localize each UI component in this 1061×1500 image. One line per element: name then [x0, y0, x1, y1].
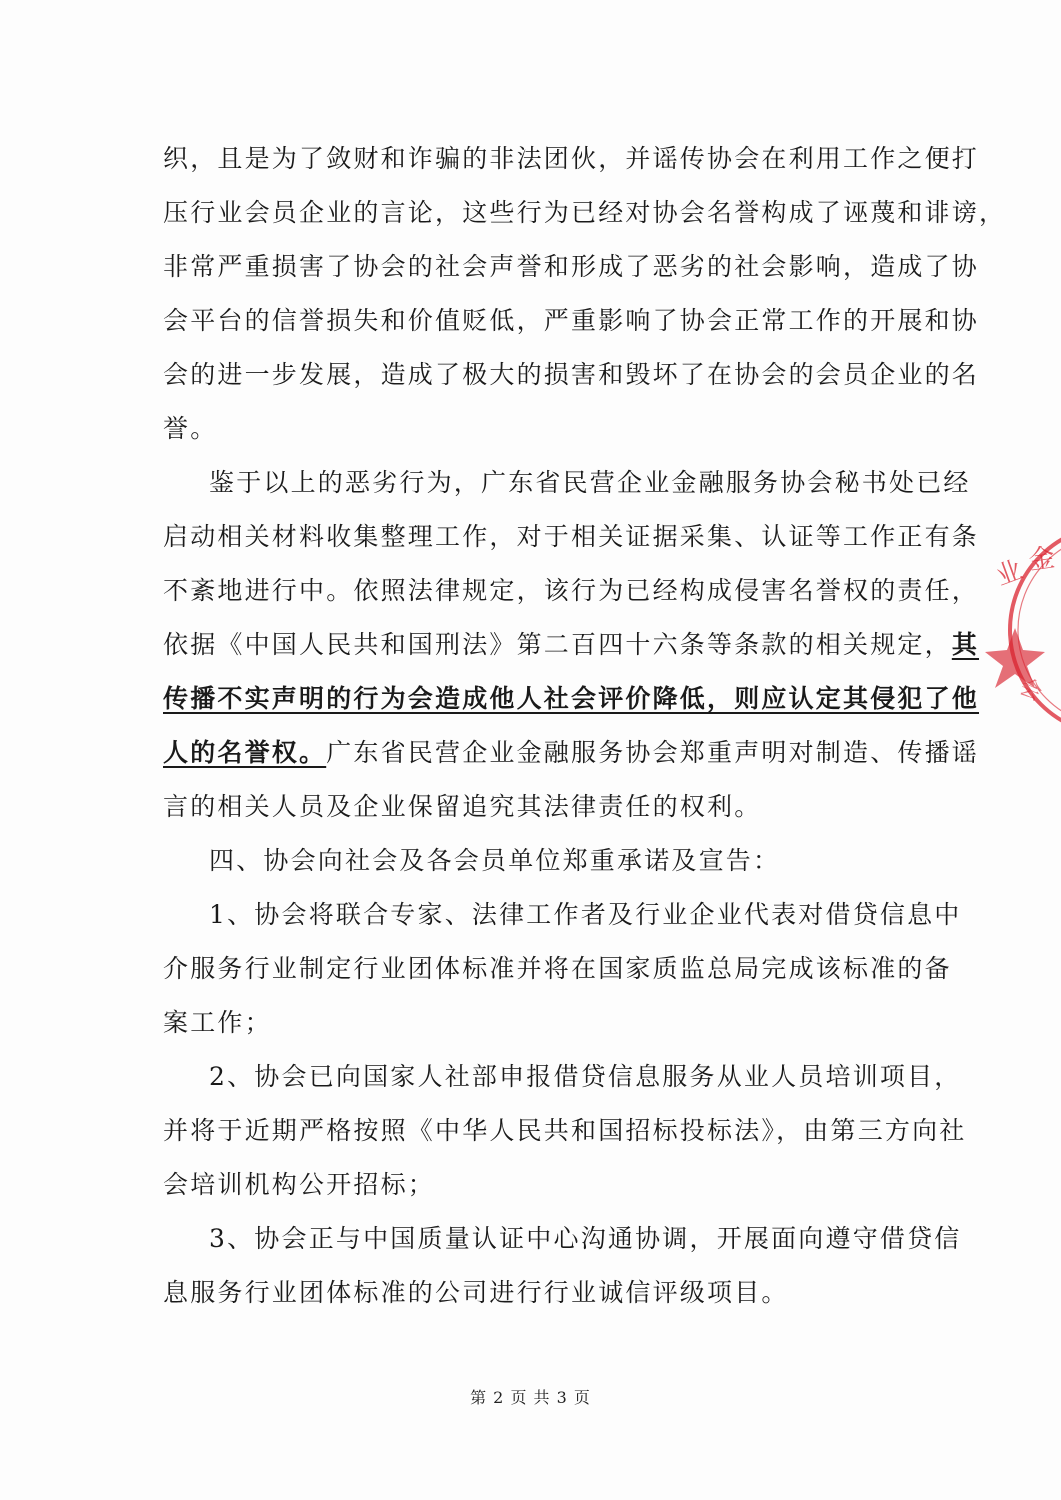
text-line: 会的进一步发展，造成了极大的损害和毁坏了在协会的会员企业的名	[163, 360, 980, 389]
document-body	[163, 132, 1007, 1320]
list-item-line: 1、协会将联合专家、法律工作者及行业企业代表对借贷信息中	[209, 900, 962, 929]
section-heading: 四、协会向社会及各会员单位郑重承诺及宣告：	[209, 846, 781, 875]
seal-text: 金	[1026, 542, 1057, 577]
official-seal	[985, 520, 1061, 780]
list-item-line: 息服务行业团体标准的公司进行行业诚信评级项目。	[163, 1278, 789, 1307]
list-item-line: 2、协会已向国家人社部申报借贷信息服务从业人员培训项目，	[209, 1062, 962, 1091]
list-item-line: 会培训机构公开招标；	[163, 1170, 436, 1199]
text-span: 广东省民营企业金融服务协会郑重声明对制造、传播谣	[326, 738, 980, 767]
text-line	[163, 618, 980, 672]
list-item-line: 介服务行业制定行业团体标准并将在国家质监总局完成该标准的备	[163, 954, 952, 983]
text-span: 依据《中国人民共和国刑法》第二百四十六条等条款的相关规定，	[163, 630, 952, 659]
emphasized-text: 其	[951, 630, 980, 659]
text-line: 誉。	[163, 414, 218, 443]
text-line	[163, 726, 980, 780]
seal-text: 会	[1015, 674, 1046, 707]
emphasized-text: 传播不实声明的行为会造成他人社会评价降低，则应认定其侵犯了他	[163, 684, 980, 713]
text-line	[163, 672, 980, 726]
list-item-line: 3、协会正与中国质量认证中心沟通协调，开展面向遵守借贷信	[209, 1224, 962, 1253]
seal-text: 业	[992, 554, 1027, 593]
list-item-line: 案工作；	[163, 1008, 272, 1037]
text-line: 启动相关材料收集整理工作，对于相关证据采集、认证等工作正有条	[163, 522, 980, 551]
text-line: 非常严重损害了协会的社会声誉和形成了恶劣的社会影响，造成了协	[163, 252, 980, 281]
emphasized-text: 人的名誉权。	[163, 738, 327, 767]
text-line: 压行业会员企业的言论，这些行为已经对协会名誉构成了诬蔑和诽谤，	[163, 198, 1007, 227]
text-line: 鉴于以上的恶劣行为，广东省民营企业金融服务协会秘书处已经	[209, 468, 971, 497]
text-line: 织，且是为了敛财和诈骗的非法团伙，并谣传协会在利用工作之便打	[163, 144, 980, 173]
text-line: 不紊地进行中。依照法律规定，该行为已经构成侵害名誉权的责任，	[163, 576, 980, 605]
page-number: 第 2 页 共 3 页	[470, 1388, 591, 1407]
list-item-line: 并将于近期严格按照《中华人民共和国招标投标法》，由第三方向社	[163, 1116, 967, 1145]
text-line: 言的相关人员及企业保留追究其法律责任的权利。	[163, 792, 762, 821]
text-line: 会平台的信誉损失和价值贬低，严重影响了协会正常工作的开展和协	[163, 306, 980, 335]
